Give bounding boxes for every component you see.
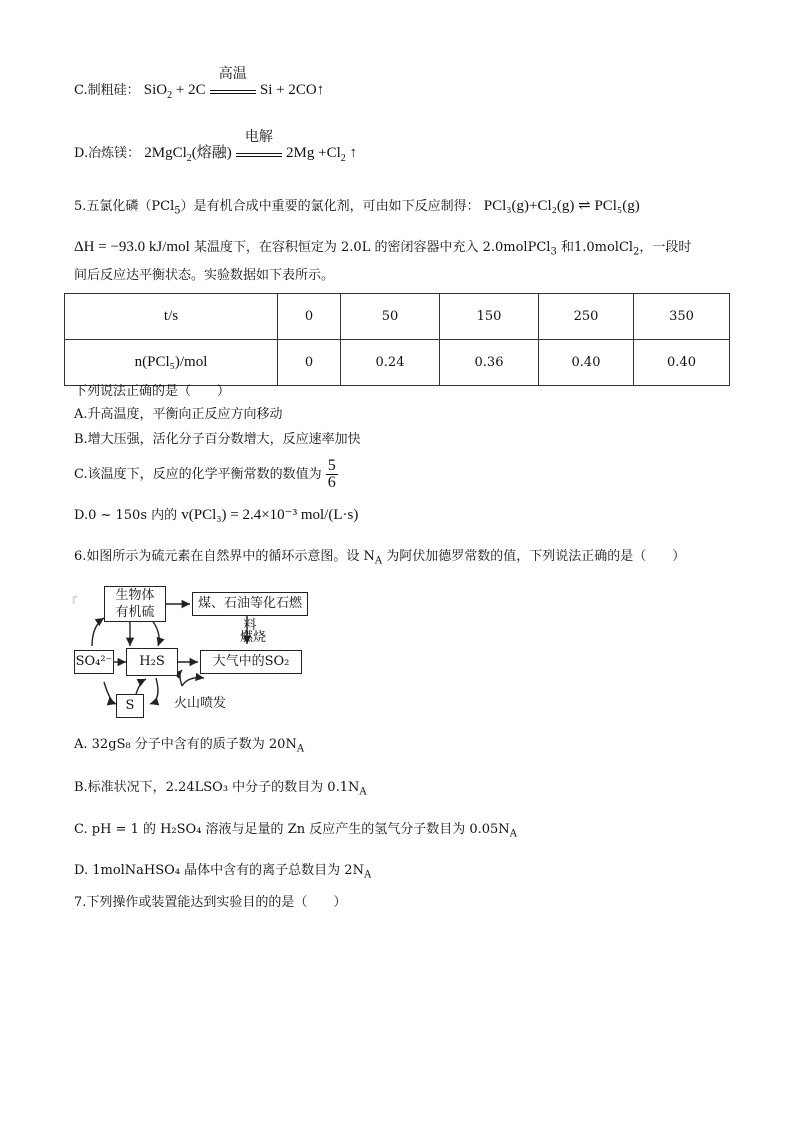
box-sulfate: SO₄²⁻ [74, 650, 114, 674]
q6-stem: 6.如图所示为硫元素在自然界中的循环示意图。设 $N_A$ 为阿伏加德罗常数的值，下列说法正确的是（ ） [74, 549, 686, 567]
q5-option-b: B.增大压强，活化分子百分数增大，反应速率加快 [74, 432, 361, 447]
q6-option-c: C. pH = 1 的 H₂SO₄ 溶液与足量的 Zn 反应产生的氢气分子数目为 $0.05N_A$ [74, 822, 517, 840]
q5-stem-line3: 间后反应达平衡状态。实验数据如下表所示。 [74, 268, 335, 283]
q6-option-a: A. 32gS₈ 分子中含有的质子数为 $20N_A$ [74, 737, 305, 755]
q4-option-d: D.冶炼镁： 2MgCl$_2$(熔融) 电解 $2Mg +Cl_2$ ↑ [74, 129, 358, 164]
q6-option-b: B.标准状况下，2.24LSO₃ 中分子的数目为 $0.1N_A$ [74, 780, 367, 798]
label-combustion: 燃烧 [240, 630, 267, 645]
fraction: $\frac{5}{6}$ [327, 457, 336, 491]
sulfur-cycle-diagram [70, 582, 320, 722]
q4-option-c: C.制粗硅： SiO$_2$ + 2C 高温 Si + 2CO↑ [74, 66, 325, 101]
box-fossil-fuel: 煤、石油等化石燃料 [192, 592, 308, 616]
box-sulfur: S [116, 694, 144, 718]
box-atmospheric-so2: 大气中的SO₂ [200, 650, 302, 674]
table-row: n(PCl₅)/mol 0 0.24 0.36 0.40 0.40 [65, 340, 730, 386]
reaction-condition: 电解 [236, 144, 282, 157]
box-hydrogen-sulfide: H₂S [126, 648, 178, 676]
q5-stem: 5.五氯化磷（PCl$_5$）是有机合成中重要的氯化剂，可由如下反应制得： PCl₃(g)+Cl₂(g) ⇌ PCl₅(g) [74, 198, 640, 217]
q5-option-c: C.该温度下，反应的化学平衡常数的数值为 $\frac{5}{6}$ [74, 457, 336, 491]
q5-data-table [64, 293, 730, 386]
q5-stem-line2: ΔH = −93.0 kJ/mol 某温度下，在容积恒定为 2.0L 的密闭容器中充入 2.0molPCl$_3$ 和1.0molCl$_2$，一段时 [74, 239, 692, 258]
table-row: t/s 0 50 150 250 350 [65, 294, 730, 340]
q5-prompt: 下列说法正确的是（ ） [74, 384, 231, 399]
q7-stem: 7.下列操作或装置能达到实验目的的是（ ） [74, 895, 347, 910]
q5-option-a: A.升高温度，平衡向正反应方向移动 [74, 407, 283, 422]
label-volcanic-eruption: 火山喷发 [174, 696, 227, 711]
box-organic-sulfur: 生物体 有机硫 [104, 586, 166, 622]
faint-bg-mark: ┏ [70, 590, 78, 604]
reaction-condition: 高温 [210, 81, 256, 94]
q6-option-d: D. 1molNaHSO₄ 晶体中含有的离子总数目为 $2N_A$ [74, 863, 372, 881]
q5-option-d: D.0 ~ 150s 内的 v(PCl₃) = 2.4×10⁻³ mol/(L·s) [74, 507, 359, 523]
